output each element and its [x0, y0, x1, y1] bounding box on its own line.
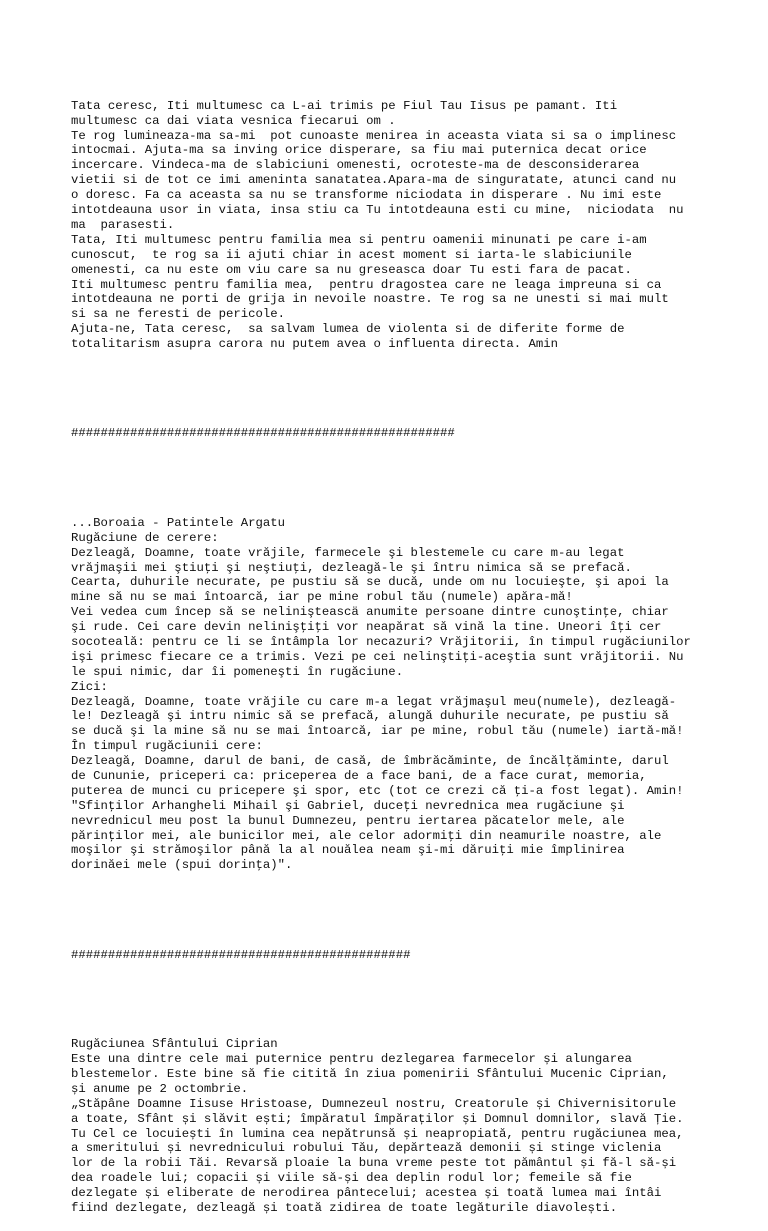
- prayer-section-1: [71, 99, 731, 352]
- blank-line: [71, 903, 731, 918]
- text-line: puterea de munci cu pricepere şi spor, etc (tot ce crezi că ţi-a fost legat). Amin!: [71, 783, 684, 798]
- text-line: de Cununie, priceperi ca: priceperea de a face bani, de a face curat, memoria,: [71, 769, 647, 784]
- text-line: intotdeauna ne porti de grija in nevoile noastre. Te rog sa ne unesti si mai mult: [71, 292, 669, 307]
- text-line: se ducă şi la mine să nu se mai întoarcă, iar pe mine, robul tău (numele) iartă-mă!: [71, 724, 684, 739]
- text-line: si sa ne feresti de pericole.: [71, 307, 286, 322]
- text-line: Tata ceresc, Iti multumesc ca L-ai trimis pe Fiul Tau Iisus pe pamant. Iti: [71, 98, 618, 113]
- text-line: totalitarism asupra carora nu putem avea o influenta directa. Amin: [71, 337, 559, 352]
- text-line: "Sfinţilor Arhangheli Mihail şi Gabriel, duceţi nevrednica mea rugăciune şi: [71, 798, 625, 813]
- text-line: ma parasesti.: [71, 217, 175, 232]
- text-line: vrăjmaşii mei ştiuţi şi neştiuţi, dezleagă-le şi întru nimica să se prefacă.: [71, 560, 632, 575]
- blank-line: [71, 382, 731, 397]
- divider-line: ##############################################: [71, 947, 411, 962]
- divider-line: ####################################################: [71, 426, 455, 441]
- text-line: Dezleagă, Doamne, toate vrăjile cu care m-a legat vrăjmaşul meu(numele), dezleagă-: [71, 694, 677, 709]
- text-line: intotdeauna usor in viata, insa stiu ca Tu intotdeauna esti cu mine, niciodata nu: [71, 203, 684, 218]
- text-line: mine să nu se mai întoarcă, iar pe mine robul tău (numele) apăra-mă!: [71, 590, 573, 605]
- text-line: Ajuta-ne, Tata ceresc, sa salvam lumea de violenta si de diferite forme de: [71, 322, 625, 337]
- text-line: multumesc ca dai viata vesnica fiecarui om .: [71, 113, 396, 128]
- text-line: işi primesc fiecare ce a trimis. Vezi pe cei nelinştiţi-aceştia sunt vrăjitorii. Nu: [71, 649, 684, 664]
- text-line: ...Boroaia - Patintele Argatu: [71, 515, 286, 530]
- text-line: o doresc. Fa ca aceasta sa nu se transforme niciodata in disperare . Nu imi este: [71, 188, 662, 203]
- text-line: părinţilor mei, ale bunicilor mei, ale celor adormiţi din neamurile noastre, ale: [71, 828, 662, 843]
- text-line: Zici:: [71, 679, 108, 694]
- text-line: vietii si de tot ce imi ameninta sanatatea.Apara-ma de singuratate, atunci cand nu: [71, 173, 677, 188]
- text-line: le spui nimic, dar îi pomeneşti în rugăciune.: [71, 664, 404, 679]
- text-line: lor de la robii Tăi. Revarsă ploaie la buna vreme peste tot pământul și fă-l să-și: [71, 1156, 677, 1171]
- text-line: Rugăciune de cerere:: [71, 530, 219, 545]
- text-line: le! Dezleagă şi intru nimic să se prefacă, alungă duhurile necurate, pe pustiu să: [71, 709, 669, 724]
- text-line: nevrednicul meu post la bunul Dumnezeu, pentru iertarea păcatelor mele, ale: [71, 813, 625, 828]
- text-line: Este una dintre cele mai puternice pentru dezlegarea farmecelor și alungarea: [71, 1052, 632, 1067]
- text-line: dea roadele lui; copacii și viile să-și dea deplin rodul lor; femeile să fie: [71, 1171, 632, 1186]
- prayer-section-2: [71, 516, 731, 873]
- text-line: socoteală: pentru ce li se întâmpla lor necazuri? Vrăjitorii, în timpul rugăciunilor: [71, 635, 691, 649]
- text-line: a smeritului și nevrednicului robului Tău, depărtează demonii și stinge viclenia: [71, 1141, 662, 1156]
- text-line: „Stăpâne Doamne Iisuse Hristoase, Dumnezeul nostru, Creatorule și Chivernisitorule: [71, 1096, 677, 1111]
- text-line: dorinăei mele (spui dorinţa)".: [71, 858, 293, 873]
- text-line: Tata, Iti multumesc pentru familia mea si pentru oamenii minunati pe care i-am: [71, 232, 647, 247]
- text-line: fiind dezlegate, dezleagă și toată zidirea de toate legăturile diavolești.: [71, 1200, 618, 1215]
- text-line: blestemelor. Este bine să fie citită în ziua pomenirii Sfântului Mucenic Ciprian,: [71, 1066, 669, 1081]
- text-line: Tu Cel ce locuiești în lumina cea nepătrunsă și neapropiată, pentru rugăciunea mea,: [71, 1126, 684, 1141]
- blank-line: [71, 992, 731, 1007]
- document-page: [71, 69, 731, 1231]
- text-line: Dezleagă, Doamne, toate vrăjile, farmecele şi blestemele cu care m-au legat: [71, 545, 625, 560]
- text-line: Vei vedea cum încep să se nelinişteascä anumite persoane dintre cunoştinţe, chiar: [71, 605, 669, 620]
- text-line: Te rog lumineaza-ma sa-mi pot cunoaste menirea in aceasta viata si sa o implinesc: [71, 128, 677, 143]
- text-line: dezlegate și eliberate de nerodirea pântecelui; acestea și toată lumea mai întâi: [71, 1186, 662, 1201]
- text-line: intocmai. Ajuta-ma sa inving orice disperare, sa fiu mai puternica decat orice: [71, 143, 647, 158]
- text-line: În timpul rugăciunii cere:: [71, 739, 263, 754]
- text-line: moşilor şi strămoşilor până la al nouălea neam şi-mi dăruiţi mie împlinirea: [71, 843, 625, 858]
- text-line: Cearta, duhurile necurate, pe pustiu să se ducă, unde om nu locuieşte, şi apoi la: [71, 575, 669, 590]
- text-line: și anume pe 2 octombrie.: [71, 1081, 249, 1096]
- text-line: Dezleagă, Doamne, darul de bani, de casă, de îmbrăcăminte, de încălţăminte, darul: [71, 754, 669, 769]
- prayer-section-3: [71, 1037, 731, 1216]
- text-line: omenesti, ca nu este om viu care sa nu greseasca doar Tu esti fara de pacat.: [71, 262, 632, 277]
- text-line: Iti multumesc pentru familia mea, pentru dragostea care ne leaga impreuna si ca: [71, 277, 662, 292]
- text-line: Rugăciunea Sfântului Ciprian: [71, 1037, 278, 1052]
- text-line: incercare. Vindeca-ma de slabiciuni omenesti, ocroteste-ma de desconsiderarea: [71, 158, 640, 173]
- blank-line: [71, 471, 731, 486]
- text-line: cunoscut, te rog sa ii ajuti chiar in acest moment si iarta-le slabiciunile: [71, 247, 632, 262]
- text-line: şi rude. Cei care devin nelinişţiţi vor neapărat să vină la tine. Uneori îţi cer: [71, 620, 662, 635]
- text-line: a toate, Sfânt și slăvit ești; împăratul împăraților și Domnul domnilor, slavă Ție.: [71, 1111, 684, 1126]
